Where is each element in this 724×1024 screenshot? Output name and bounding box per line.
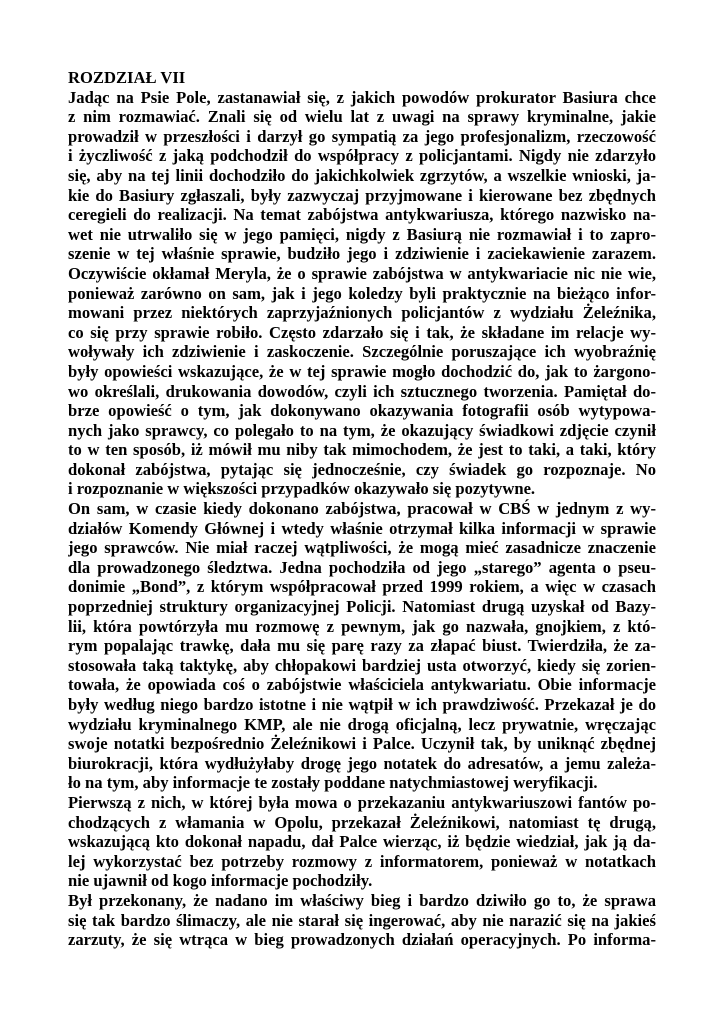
text-line: nie ujawnił od kogo informacje pochodziły. — [68, 871, 373, 891]
text-line: swoje notatki bezpośrednio Żeleźnikowi i Palce. Uczynił tak, by uniknąć zbędnej — [68, 734, 656, 754]
text-line: Był przekonany, że nadano im właściwy bieg i bardzo dziwiło go to, że sprawa — [68, 890, 656, 910]
text-line: działów Komendy Głównej i wtedy właśnie otrzymał kilka informacji w sprawie — [68, 518, 656, 538]
text-line: dla prowadzonego śledztwa. Jedna pochodziła od jego „starego” agenta o pseu- — [68, 557, 656, 577]
text-line: wydziału kryminalnego KMP, ale nie drogą oficjalną, lecz prywatnie, wręczając — [68, 714, 656, 734]
text-line: zarzuty, że się wtrąca w bieg prowadzonych działań operacyjnych. Po informa- — [68, 930, 656, 950]
text-line: i rozpoznanie w większości przypadków okazywało się pozytywne. — [68, 479, 536, 499]
text-line: się tak bardzo ślimaczy, ale nie starał się ingerować, aby nie narazić się na jakieś — [68, 910, 656, 930]
text-line: lii, która powtórzyła mu rozmowę z pewnym, jak go nazwała, gnojkiem, z któ- — [68, 616, 656, 636]
text-line: wskazującą kto dokonał napadu, dał Palce wierząc, iż będzie wiedział, jak ją da- — [68, 832, 656, 852]
text-line: były według niego bardzo istotne i nie wątpił w ich prawdziwość. Przekazał je do — [68, 695, 656, 714]
text-line: towała, że opowiada coś o zabójstwie właściciela antykwariatu. Obie informacje — [68, 675, 656, 695]
text-line: poprzedniej struktury organizacyjnej Policji. Natomiast drugą uzyskał od Bazy- — [68, 597, 656, 617]
text-line: były opowieści wskazujące, że w tej sprawie mogło dochodzić do, jak to żargono- — [68, 361, 656, 381]
text-line: chodzących z włamania w Opolu, przekazał Żeleźnikowi, natomiast tę drugą, — [68, 812, 656, 832]
text-line: Pierwszą z nich, w której była mowa o przekazaniu antykwariuszowi fantów po- — [68, 792, 656, 812]
text-line: kie do Basiury zgłaszali, były zazwyczaj przyjmowane i kierowane bez zbędnych — [68, 185, 656, 205]
text-line: i życzliwość z jaką podchodził do współpracy z policjantami. Nigdy nie zdarzyło — [68, 146, 656, 166]
text-line: ponieważ zarówno on sam, jak i jego koledzy byli praktycznie na bieżąco infor- — [68, 283, 656, 303]
text-line: szenie w tej właśnie sprawie, budziło jego i zdziwienie i zaciekawienie zarazem. — [68, 244, 656, 264]
text-line: co się przy sprawie robiło. Często zdarzało się i tak, że składane im relacje wy- — [68, 322, 656, 342]
chapter-title: ROZDZIAŁ VII — [68, 68, 186, 87]
text-line: Oczywiście okłamał Meryla, że o sprawie zabójstwa w antykwariacie nic nie wie, — [68, 263, 656, 283]
text-line: stosowała taką taktykę, aby chłopakowi bardziej usta otworzyć, kiedy się zorien- — [68, 655, 656, 675]
text-line: On sam, w czasie kiedy dokonano zabójstwa, pracował w CBŚ w jednym z wy- — [68, 499, 656, 519]
text-line: nych jako sprawcy, co polegało to na tym, że okazujący świadkowi zdjęcie czynił — [68, 420, 656, 440]
paragraph — [68, 793, 656, 891]
text-line: ło na tym, aby informacje te zostały poddane natychmiastowej weryfikacji. — [68, 773, 598, 793]
text-line: to w ten sposób, iż mówił mu niby tak mimochodem, że jest to taki, a taki, który — [68, 440, 656, 460]
text-line: jego sprawców. Nie miał raczej wątpliwości, że mogą mieć zasadnicze znaczenie — [68, 538, 656, 558]
paragraph — [68, 891, 656, 950]
document-page — [68, 68, 656, 968]
text-line: Jadąc na Psie Pole, zastanawiał się, z jakich powodów prokurator Basiura chce — [68, 87, 656, 107]
paragraph — [68, 499, 656, 793]
text-line: woływały ich zdziwienie i zaskoczenie. Szczególnie poruszające ich wyobraźnię — [68, 342, 656, 362]
text-line: prowadził w przeszłości i darzył go sympatią za jego profesjonalizm, rzeczowość — [68, 126, 656, 146]
text-line: biurokracji, która wydłużyłaby drogę jego notatek do adresatów, a jemu zależa- — [68, 753, 656, 773]
text-line: rym popalając trawkę, dała mu się parę razy za złapać biust. Twierdziła, że za- — [68, 636, 656, 656]
text-line: wet nie utrwaliło się w jego pamięci, nigdy z Basiurą nie rozmawiał i to zapro- — [68, 224, 656, 244]
text-line: się, aby na tej linii dochodziło do jakichkolwiek zgrzytów, a wszelkie wnioski, ja- — [68, 165, 656, 185]
text-line: mowani przez niektórych zaprzyjaźnionych policjantów z wydziału Żeleźnika, — [68, 303, 656, 323]
text-line: donimie „Bond”, z którym współpracował przed 1999 rokiem, a więc w czasach — [68, 577, 656, 597]
text-line: z nim rozmawiać. Znali się od wielu lat z uwagi na sprawy kryminalne, jakie — [68, 107, 656, 127]
text-line: ceregieli do realizacji. Na temat zabójstwa antykwariusza, którego nazwisko na- — [68, 205, 656, 225]
text-line: wo określali, drukowania dowodów, czyli ich sztucznego tworzenia. Pamiętał do- — [68, 381, 656, 401]
paragraph — [68, 88, 656, 499]
text-line: brze opowieść o tym, jak dokonywano okazywania fotografii osób wytypowa- — [68, 401, 656, 421]
text-line: dokonał zabójstwa, pytając się jednocześnie, czy świadek go rozpoznaje. No — [68, 459, 656, 479]
text-line: lej wykorzystać bez potrzeby rozmowy z informatorem, ponieważ w notatkach — [68, 851, 656, 871]
body-text — [68, 88, 656, 950]
